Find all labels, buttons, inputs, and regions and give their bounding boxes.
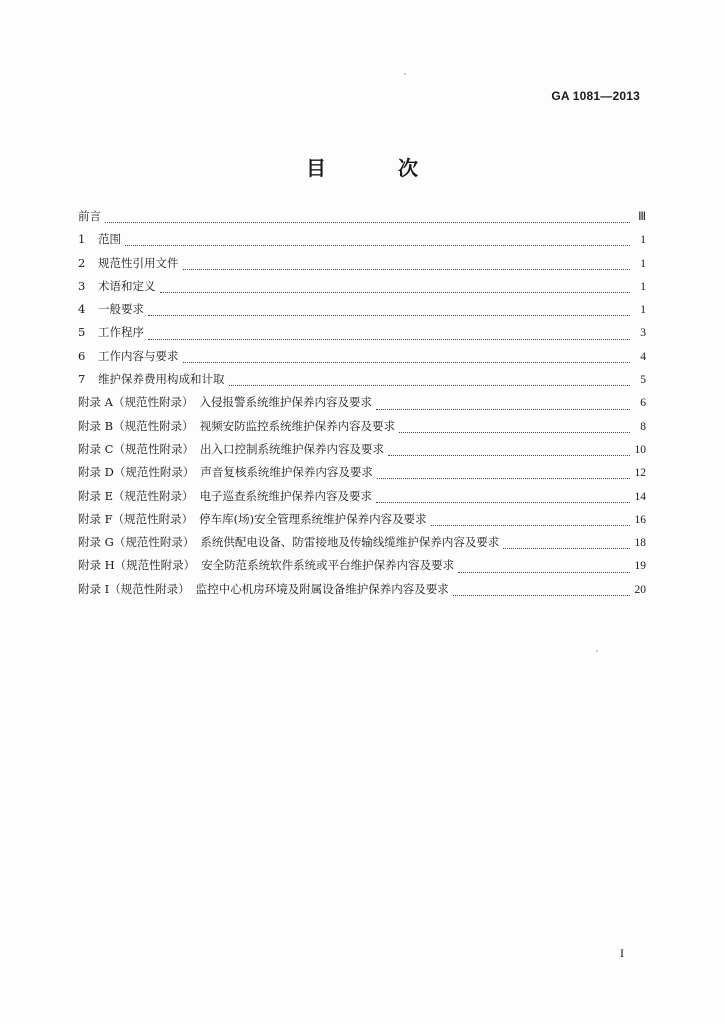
toc-annex-label: 附录 D（规范性附录） <box>78 465 195 480</box>
toc-entry-title: 范围 <box>98 232 121 247</box>
toc-annex-label: 附录 G（规范性附录） <box>78 535 195 550</box>
toc-leader-dots <box>229 385 631 386</box>
toc-page-number: 1 <box>640 257 646 270</box>
toc-page-number: 1 <box>640 280 646 293</box>
toc-entry-title: 监控中心机房环境及附属设备维护保养内容及要求 <box>195 581 449 596</box>
toc-page-number: 18 <box>634 537 646 550</box>
page-title: 目 次 <box>306 156 444 180</box>
toc-leader-dots <box>148 315 630 316</box>
toc-leader-dots <box>160 292 631 293</box>
toc-page-number: 8 <box>640 420 646 433</box>
toc-entry-title: 系统供配电设备、防雷接地及传输线缆维护保养内容及要求 <box>200 535 500 550</box>
toc-entry-title: 工作内容与要求 <box>98 348 179 363</box>
toc-entry-title: 电子巡查系统维护保养内容及要求 <box>199 488 373 503</box>
toc-leader-dots <box>125 245 630 246</box>
toc-entry-title: 停车库(场)安全管理系统维护保养内容及要求 <box>199 511 427 526</box>
toc-entry <box>78 278 646 301</box>
toc-leader-dots <box>399 432 630 433</box>
toc-leader-dots <box>377 478 630 479</box>
toc-leader-dots <box>105 222 630 223</box>
scan-speck <box>404 73 406 75</box>
toc-page-number: 19 <box>634 560 646 573</box>
toc-leader-dots <box>503 548 630 549</box>
toc-entry <box>78 464 646 487</box>
toc-entry <box>78 581 646 604</box>
toc-page-number: 4 <box>640 350 646 363</box>
toc-annex-label: 附录 F（规范性附录） <box>78 511 194 526</box>
toc-section-number: 7 <box>78 372 86 387</box>
toc-annex-label: 附录 A（规范性附录） <box>78 395 194 410</box>
toc-entry-title: 一般要求 <box>98 302 144 317</box>
toc-entry <box>78 488 646 511</box>
toc-entry <box>78 511 646 534</box>
toc-page-number: 5 <box>640 374 646 387</box>
toc-page-number: 3 <box>640 327 646 340</box>
toc-entry-title: 安全防范系统软件系统或平台维护保养内容及要求 <box>201 558 455 573</box>
toc-entry-title: 出入口控制系统维护保养内容及要求 <box>199 441 384 456</box>
toc-page-number: Ⅲ <box>638 211 646 223</box>
toc-annex-label: 附录 I（规范性附录） <box>78 581 190 596</box>
toc-page-number: 14 <box>634 490 646 503</box>
toc-entry <box>78 348 646 371</box>
toc-entry <box>78 557 646 580</box>
toc-entry <box>78 231 646 254</box>
standard-number: GA 1081—2013 <box>551 89 640 103</box>
toc-page-number: 12 <box>634 467 646 480</box>
toc-entry <box>78 301 646 324</box>
toc-entry-title: 术语和定义 <box>98 278 156 293</box>
toc-annex-label: 附录 C（规范性附录） <box>78 441 194 456</box>
toc-entry-title: 前言 <box>78 209 101 223</box>
toc-section-number: 2 <box>78 255 86 270</box>
toc-page-number: 16 <box>634 513 646 526</box>
toc-entry-title: 规范性引用文件 <box>98 255 179 270</box>
toc-page-number: 6 <box>640 397 646 410</box>
toc-leader-dots <box>183 362 631 363</box>
scan-speck <box>596 650 598 652</box>
toc-leader-dots <box>458 572 630 573</box>
toc-entry <box>78 394 646 417</box>
toc-entry <box>78 208 646 231</box>
toc-page-number: 10 <box>634 443 646 456</box>
toc-annex-label: 附录 H（规范性附录） <box>78 558 196 573</box>
toc-entry <box>78 441 646 464</box>
toc-leader-dots <box>376 502 630 503</box>
toc-annex-label: 附录 E（规范性附录） <box>78 488 194 503</box>
toc-leader-dots <box>453 595 630 596</box>
toc-page-number: 20 <box>634 583 646 596</box>
toc-entry <box>78 534 646 557</box>
toc-section-number: 3 <box>78 278 86 293</box>
toc-entry <box>78 371 646 394</box>
table-of-contents <box>78 208 646 604</box>
toc-entry <box>78 418 646 441</box>
toc-page-number: 1 <box>640 234 646 247</box>
toc-entry <box>78 255 646 278</box>
toc-leader-dots <box>148 339 630 340</box>
toc-section-number: 4 <box>78 302 86 317</box>
toc-entry-title: 工作程序 <box>98 325 144 340</box>
toc-page-number: 1 <box>640 304 646 317</box>
toc-section-number: 6 <box>78 348 86 363</box>
toc-leader-dots <box>376 409 630 410</box>
toc-section-number: 5 <box>78 325 86 340</box>
toc-entry-title: 视频安防监控系统维护保养内容及要求 <box>199 418 396 433</box>
toc-entry-title: 入侵报警系统维护保养内容及要求 <box>199 395 372 410</box>
page-number: I <box>620 946 624 960</box>
toc-section-number: 1 <box>78 232 86 247</box>
toc-entry-title: 声音复核系统维护保养内容及要求 <box>200 465 373 480</box>
toc-annex-label: 附录 B（规范性附录） <box>78 418 194 433</box>
toc-leader-dots <box>431 525 630 526</box>
toc-entry-title: 维护保养费用构成和计取 <box>98 372 225 387</box>
toc-entry <box>78 324 646 347</box>
toc-leader-dots <box>388 455 630 456</box>
toc-leader-dots <box>183 269 631 270</box>
